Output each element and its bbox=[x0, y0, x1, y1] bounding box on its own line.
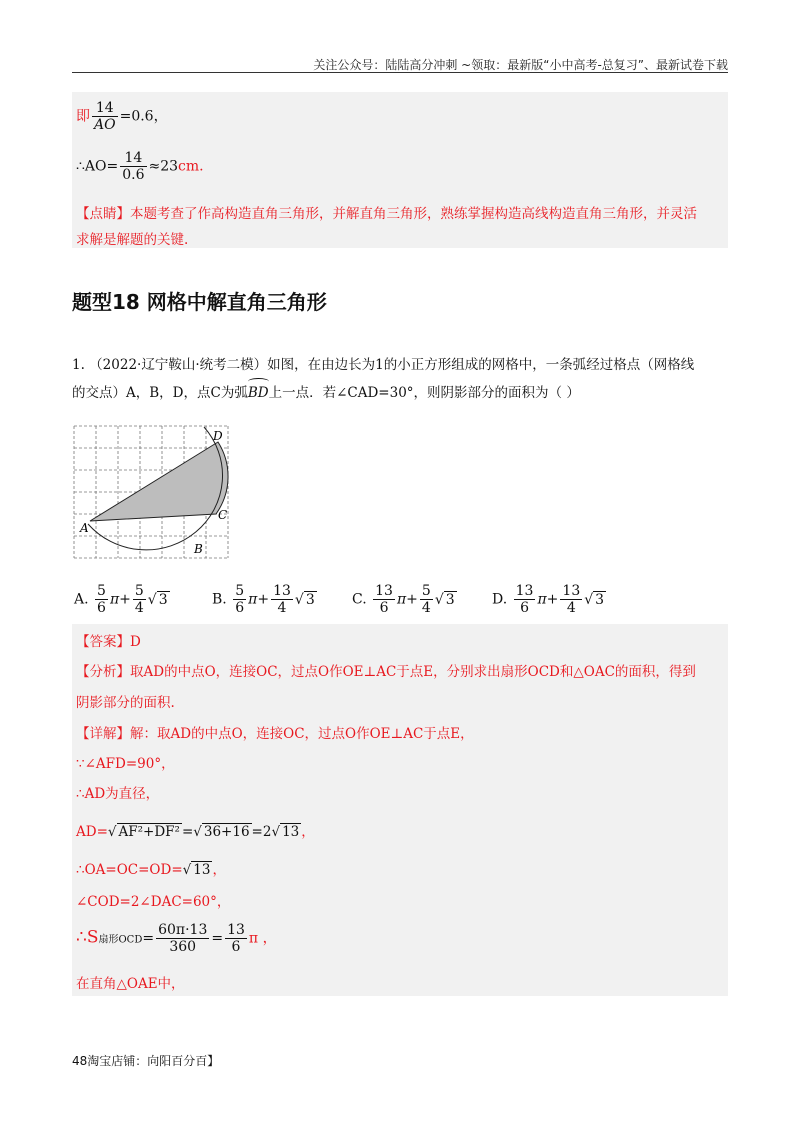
text: = bbox=[211, 930, 224, 947]
text-rest: =0.6， bbox=[119, 108, 168, 125]
arc-bd bbox=[248, 385, 269, 401]
num: 13 bbox=[375, 583, 393, 599]
detail-line: 【详解】解：取AD的中点O，连接OC，过点O作OE⊥AC于点E， bbox=[76, 726, 474, 742]
question-line-2 bbox=[72, 384, 580, 403]
answer-line: 【答案】D bbox=[76, 634, 141, 650]
line-cod: ∠COD=2∠DAC=60°， bbox=[76, 894, 231, 910]
arc-mark bbox=[248, 378, 269, 385]
sqrt: √ 13 bbox=[182, 862, 211, 878]
fraction-2 bbox=[420, 583, 433, 616]
question-text-b: 上一点．若∠CAD=30°，则阴影部分的面积为（ ） bbox=[268, 385, 580, 401]
num: 13 bbox=[273, 583, 291, 599]
label-b: B bbox=[194, 542, 203, 556]
sqrt: √ 13 bbox=[271, 824, 300, 840]
text-prefix: ∴AO= bbox=[76, 158, 119, 175]
den: 6 bbox=[235, 600, 245, 617]
prev-solution-line-2 bbox=[76, 150, 204, 183]
fraction-2 bbox=[271, 583, 293, 616]
num: 13 bbox=[227, 922, 245, 938]
option-d[interactable] bbox=[492, 583, 606, 616]
num: 5 bbox=[97, 583, 106, 599]
option-a[interactable] bbox=[74, 583, 170, 616]
line-afd: ∵∠AFD=90°， bbox=[76, 756, 175, 772]
prev-solution-line-1 bbox=[76, 100, 168, 133]
den: 4 bbox=[134, 600, 144, 617]
radicand: 13 bbox=[193, 862, 211, 878]
text: AD= bbox=[76, 824, 108, 840]
label-c: C bbox=[218, 508, 228, 522]
fraction-2 bbox=[560, 583, 582, 616]
radicand: 3 bbox=[445, 591, 455, 608]
den: 6 bbox=[97, 600, 106, 617]
text: ， bbox=[301, 824, 315, 840]
text: ∴OA=OC=OD= bbox=[76, 862, 183, 878]
analysis-line-1: 【分析】取AD的中点O，连接OC，过点O作OE⊥AC于点E，分别求出扇形OCD和△OAC的面积，得到 bbox=[76, 664, 696, 680]
line-oa bbox=[76, 858, 226, 878]
label-a: A bbox=[80, 521, 89, 535]
den: 6 bbox=[520, 600, 530, 617]
fraction-num: 14 bbox=[120, 150, 146, 167]
den: 4 bbox=[277, 600, 287, 617]
unit-cm: cm. bbox=[178, 158, 204, 175]
radicand: 3 bbox=[305, 591, 315, 608]
pi-plus: π+ bbox=[248, 591, 270, 608]
radicand: 3 bbox=[158, 591, 168, 608]
radicand: 3 bbox=[595, 591, 605, 608]
num: 5 bbox=[134, 583, 144, 599]
text-prefix: 即 bbox=[76, 108, 90, 125]
line-right-triangle: 在直角△OAE中， bbox=[76, 976, 185, 992]
text: ∴S bbox=[76, 927, 99, 948]
sqrt: √ 3 bbox=[584, 591, 605, 608]
radicand: AF²+DF² bbox=[118, 824, 180, 840]
option-letter: B. bbox=[212, 591, 227, 608]
page-footer: 48淘宝店铺：向阳百分百】 bbox=[72, 1054, 220, 1068]
analysis-line-2: 阴影部分的面积. bbox=[76, 695, 175, 711]
text: =2 bbox=[251, 824, 272, 840]
option-c[interactable] bbox=[352, 583, 457, 616]
num: 13 bbox=[515, 583, 534, 599]
den: 360 bbox=[169, 939, 197, 956]
sqrt: √ 36+16 bbox=[193, 824, 250, 840]
fraction-2 bbox=[133, 583, 146, 616]
sqrt: √ 3 bbox=[147, 591, 168, 608]
option-letter: A. bbox=[74, 591, 89, 608]
radicand: 13 bbox=[282, 824, 300, 840]
arc-label: BD bbox=[247, 385, 269, 401]
comment-line-2: 求解是解题的关键. bbox=[76, 232, 189, 248]
fraction bbox=[225, 922, 247, 955]
den: 6 bbox=[231, 939, 241, 956]
pi-plus: π+ bbox=[109, 591, 131, 608]
sqrt: √ 3 bbox=[434, 591, 455, 608]
option-letter: C. bbox=[352, 591, 367, 608]
fraction-den: AO bbox=[94, 117, 116, 134]
fraction-1 bbox=[95, 583, 108, 616]
grid-figure bbox=[72, 422, 242, 562]
fraction-1 bbox=[233, 583, 246, 616]
num: 5 bbox=[421, 583, 431, 599]
fraction bbox=[92, 100, 118, 133]
section-title: 题型18 网格中解直角三角形 bbox=[72, 290, 327, 314]
num: 13 bbox=[562, 583, 581, 599]
text: = bbox=[181, 824, 194, 840]
line-ad-diameter: ∴AD为直径， bbox=[76, 786, 160, 802]
fraction-den: 0.6 bbox=[122, 167, 145, 184]
comment-line-1: 【点睛】本题考查了作高构造直角三角形，并解直角三角形，熟练掌握构造高线构造直角三角形，并灵活 bbox=[76, 206, 697, 222]
text: = bbox=[142, 930, 155, 947]
question-line-1: 1. （2022·辽宁鞍山·统考二模）如图，在由边长为1的小正方形组成的网格中，一条弧经过格点（网格线 bbox=[72, 357, 695, 373]
radicand: 36+16 bbox=[203, 824, 250, 840]
sqrt: √ AF²+DF² bbox=[107, 824, 180, 840]
text-rest: ≈23 bbox=[148, 158, 179, 175]
shaded-region bbox=[90, 442, 228, 521]
option-b[interactable] bbox=[212, 583, 317, 616]
den: 4 bbox=[566, 600, 576, 617]
den: 4 bbox=[421, 600, 431, 617]
fraction-num: 14 bbox=[92, 100, 118, 117]
fraction-1 bbox=[514, 583, 536, 616]
question-text-a: 的交点）A，B，D，点C为弧 bbox=[72, 385, 248, 401]
line-sector-area bbox=[76, 922, 277, 955]
num: 5 bbox=[235, 583, 245, 599]
option-letter: D. bbox=[492, 591, 508, 608]
text: ， bbox=[212, 862, 226, 878]
page-header: 关注公众号：陆陆高分冲刺 ~领取：最新版“小中高考-总复习”、最新试卷下载 bbox=[313, 58, 728, 72]
pi-plus: π+ bbox=[396, 591, 418, 608]
label-d: D bbox=[213, 429, 223, 443]
subscript: 扇形OCD bbox=[98, 934, 143, 946]
header-divider bbox=[72, 72, 728, 73]
num: 60π·13 bbox=[158, 922, 208, 938]
text: π ， bbox=[248, 930, 277, 947]
fraction bbox=[156, 922, 209, 955]
fraction bbox=[120, 150, 146, 183]
sqrt: √ 3 bbox=[294, 591, 315, 608]
fraction-1 bbox=[373, 583, 395, 616]
pi-plus: π+ bbox=[537, 591, 559, 608]
den: 6 bbox=[379, 600, 389, 617]
line-ad-calc bbox=[76, 820, 315, 840]
